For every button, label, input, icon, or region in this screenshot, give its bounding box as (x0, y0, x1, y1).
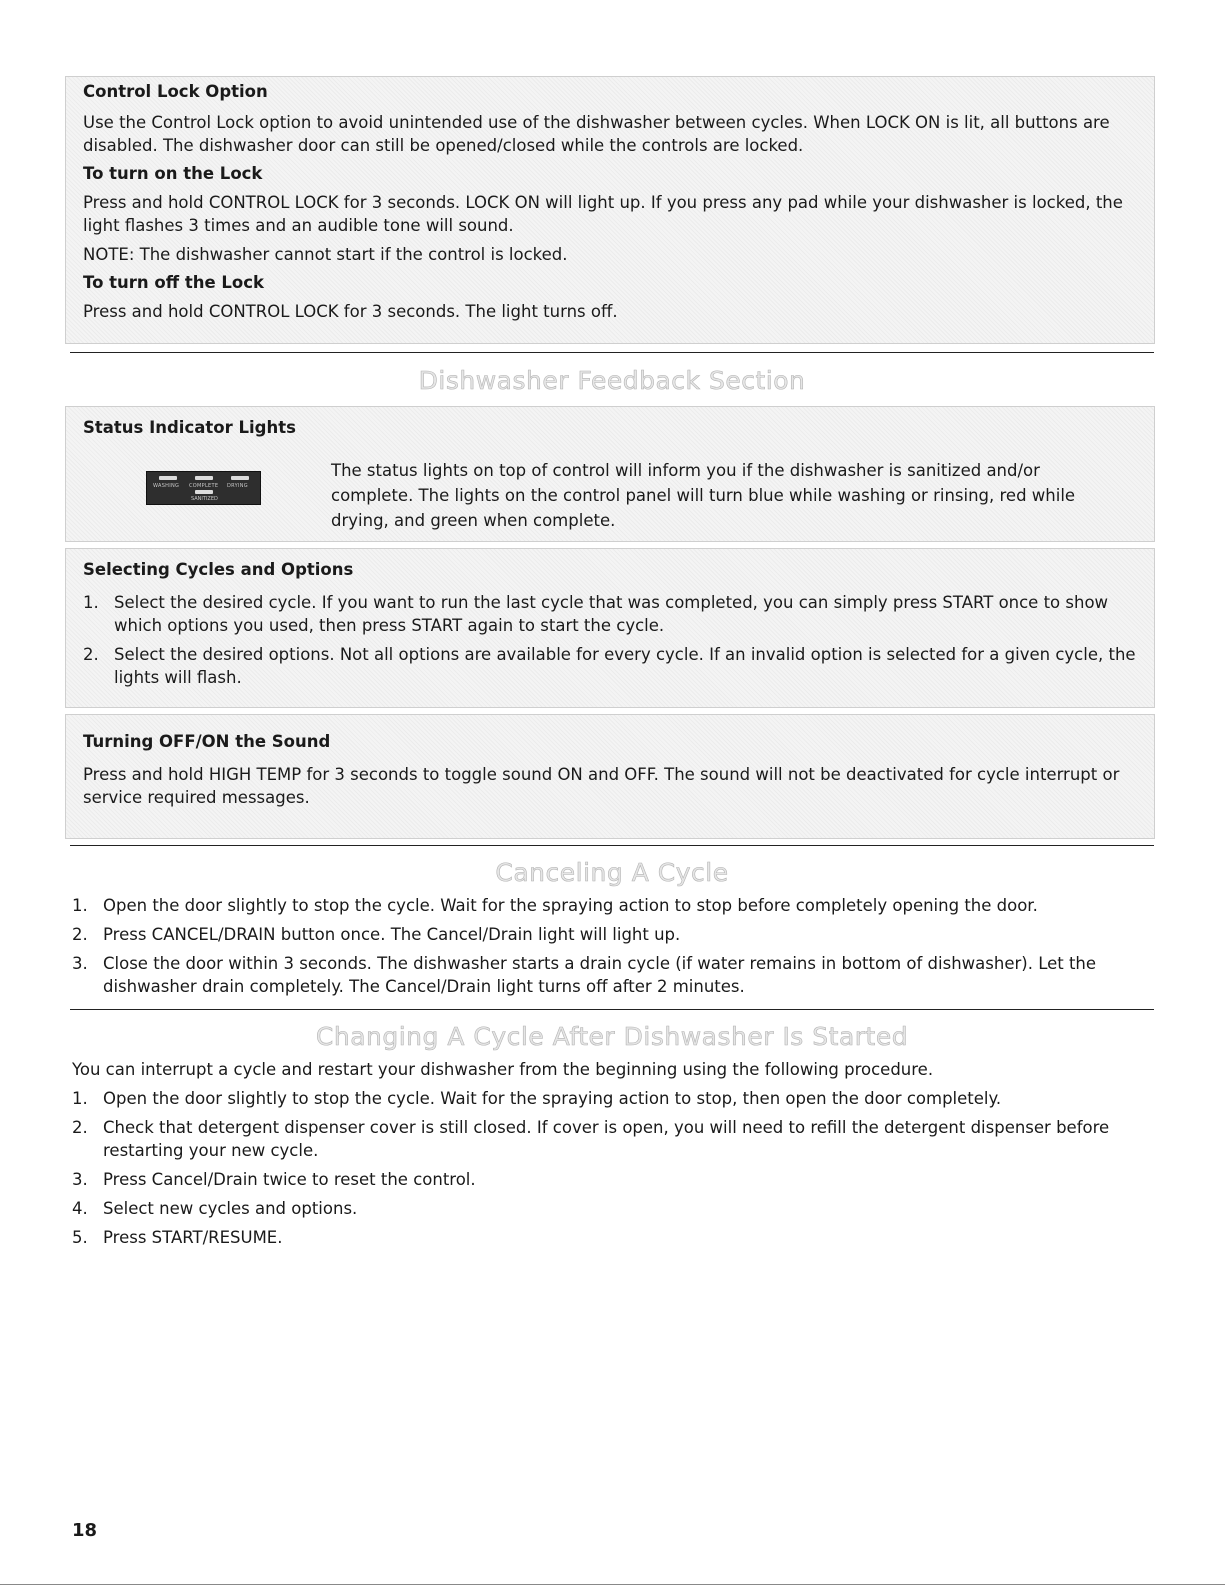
list-item: 3. Close the door within 3 seconds. The dishwasher starts a drain cycle (if water remains in bottom of dishwasher). Let the dishwasher drain completely. The Cancel/Drain light turns off after 2 minutes. (72, 954, 1097, 996)
complete-label: COMPLETE (189, 483, 219, 489)
sound-title: Turning OFF/ON the Sound (83, 732, 331, 751)
status-lights-text: The status lights on top of control will inform you if the dishwasher is sanitized and/or complete. The lights on the control panel will turn blue while washing or rinsing, red while drying, and green when complete. (331, 461, 1076, 530)
changing-list (72, 1087, 1155, 1249)
page-number: 18 (72, 1520, 98, 1541)
lock-off-text: Press and hold CONTROL LOCK for 3 seconds. The light turns off. (83, 302, 618, 321)
canceling-heading: Canceling A Cycle (495, 858, 729, 887)
canceling-list (72, 894, 1155, 998)
status-lights-title: Status Indicator Lights (83, 418, 296, 437)
list-item: 2. Select the desired options. Not all options are available for every cycle. If an invalid option is selected for a given cycle, the lights will flash. (83, 645, 1136, 687)
selecting-cycles-list (83, 591, 1140, 689)
list-item: 1. Open the door slightly to stop the cycle. Wait for the spraying action to stop before completely opening the door. (72, 896, 1038, 915)
sanitized-label: SANITIZED (191, 496, 218, 502)
list-item: 1. Select the desired cycle. If you want to run the last cycle that was completed, you can simply press START once to show which options you used, then press START again to start the cycle. (83, 593, 1109, 635)
status-lights-image (146, 471, 261, 505)
control-lock-intro: Use the Control Lock option to avoid unintended use of the dishwasher between cycles. When LOCK ON is lit, all buttons are disabled. The dishwasher door can still be opened/closed while the controls are locked. (83, 113, 1110, 155)
list-item: 5. Press START/RESUME. (72, 1228, 283, 1247)
section-divider (70, 1009, 1154, 1010)
washing-label: WASHING (153, 483, 180, 489)
changing-section (72, 1058, 1155, 1249)
list-item: 2. Press CANCEL/DRAIN button once. The Cancel/Drain light will light up. (72, 925, 681, 944)
control-lock-title: Control Lock Option (83, 82, 268, 101)
status-lights-box (65, 406, 1155, 542)
feedback-heading: Dishwasher Feedback Section (418, 366, 806, 395)
list-item: 3. Press Cancel/Drain twice to reset the control. (72, 1170, 476, 1189)
sound-text: Press and hold HIGH TEMP for 3 seconds to toggle sound ON and OFF. The sound will not be deactivated for cycle interrupt or service required messages. (83, 765, 1120, 807)
lock-note: NOTE: The dishwasher cannot start if the control is locked. (83, 245, 568, 264)
drying-label: DRYING (227, 483, 248, 489)
list-item: 1. Open the door slightly to stop the cycle. Wait for the spraying action to stop, then open the door completely. (72, 1089, 1002, 1108)
lock-on-text: Press and hold CONTROL LOCK for 3 seconds. LOCK ON will light up. If you press any pad while your dishwasher is locked, the light flashes 3 times and an audible tone will sound. (83, 193, 1123, 235)
changing-heading: Changing A Cycle After Dishwasher Is Started (315, 1022, 909, 1051)
lock-on-title: To turn on the Lock (83, 164, 263, 183)
sound-box (65, 714, 1155, 839)
selecting-cycles-box (65, 548, 1155, 708)
selecting-cycles-title: Selecting Cycles and Options (83, 560, 354, 579)
list-item: 4. Select new cycles and options. (72, 1199, 358, 1218)
control-lock-box (65, 76, 1155, 344)
list-item: 2. Check that detergent dispenser cover is still closed. If cover is open, you will need to refill the detergent dispenser before restarting your new cycle. (72, 1118, 1110, 1160)
section-divider (70, 845, 1154, 846)
changing-intro: You can interrupt a cycle and restart your dishwasher from the beginning using the following procedure. (72, 1060, 934, 1079)
lock-off-title: To turn off the Lock (83, 273, 265, 292)
section-divider (70, 352, 1154, 353)
